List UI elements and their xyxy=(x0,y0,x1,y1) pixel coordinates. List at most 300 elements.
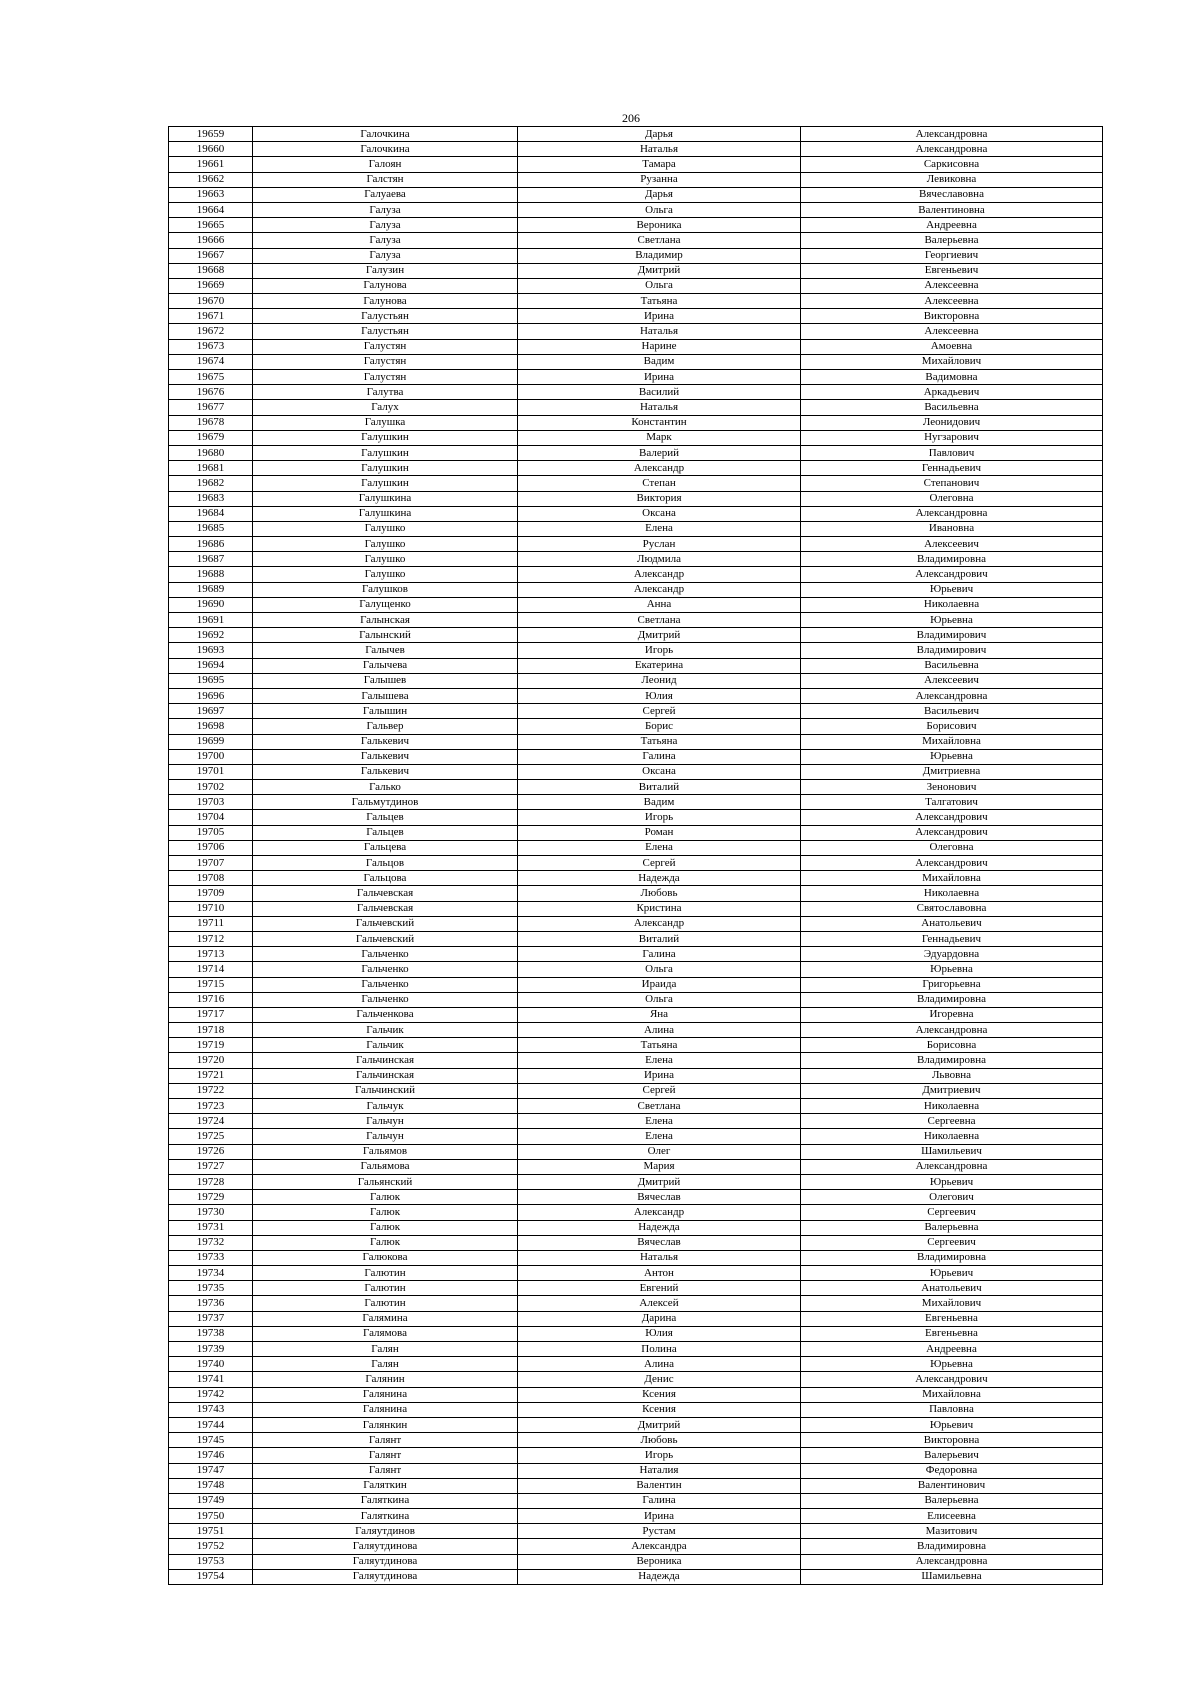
row-number-cell: 19694 xyxy=(169,658,253,673)
patronymic-cell: Степанович xyxy=(801,476,1103,491)
table-row xyxy=(169,1190,1103,1205)
row-number-cell: 19705 xyxy=(169,825,253,840)
row-number-cell: 19682 xyxy=(169,476,253,491)
patronymic-cell: Владимировна xyxy=(801,1539,1103,1554)
first-name-cell: Ирина xyxy=(518,1509,801,1524)
row-number-cell: 19745 xyxy=(169,1433,253,1448)
last-name-cell: Гальвер xyxy=(253,719,518,734)
first-name-cell: Антон xyxy=(518,1266,801,1281)
table-row xyxy=(169,1433,1103,1448)
last-name-cell: Гальчевская xyxy=(253,886,518,901)
table-row xyxy=(169,552,1103,567)
page-number: 206 xyxy=(622,111,640,125)
first-name-cell: Вячеслав xyxy=(518,1190,801,1205)
row-number-cell: 19741 xyxy=(169,1372,253,1387)
last-name-cell: Галушко xyxy=(253,552,518,567)
last-name-cell: Гальчевская xyxy=(253,901,518,916)
last-name-cell: Галустян xyxy=(253,370,518,385)
row-number-cell: 19680 xyxy=(169,445,253,460)
last-name-cell: Галустян xyxy=(253,339,518,354)
patronymic-cell: Елисеевна xyxy=(801,1509,1103,1524)
table-row xyxy=(169,278,1103,293)
row-number-cell: 19671 xyxy=(169,309,253,324)
table-row xyxy=(169,628,1103,643)
row-number-cell: 19734 xyxy=(169,1266,253,1281)
last-name-cell: Галунова xyxy=(253,278,518,293)
table-row xyxy=(169,127,1103,142)
patronymic-cell: Дмитриевна xyxy=(801,764,1103,779)
row-number-cell: 19718 xyxy=(169,1023,253,1038)
first-name-cell: Елена xyxy=(518,840,801,855)
first-name-cell: Александр xyxy=(518,916,801,931)
patronymic-cell: Вадимовна xyxy=(801,370,1103,385)
last-name-cell: Галянина xyxy=(253,1402,518,1417)
table-row xyxy=(169,825,1103,840)
row-number-cell: 19712 xyxy=(169,931,253,946)
table-row xyxy=(169,947,1103,962)
first-name-cell: Алексей xyxy=(518,1296,801,1311)
patronymic-cell: Зенонович xyxy=(801,780,1103,795)
first-name-cell: Татьяна xyxy=(518,294,801,309)
patronymic-cell: Валерьевич xyxy=(801,1448,1103,1463)
last-name-cell: Гальченко xyxy=(253,977,518,992)
first-name-cell: Анна xyxy=(518,597,801,612)
first-name-cell: Галина xyxy=(518,749,801,764)
patronymic-cell: Леонидович xyxy=(801,415,1103,430)
patronymic-cell: Юрьевна xyxy=(801,749,1103,764)
table-row xyxy=(169,263,1103,278)
first-name-cell: Ираида xyxy=(518,977,801,992)
last-name-cell: Галянт xyxy=(253,1463,518,1478)
row-number-cell: 19697 xyxy=(169,704,253,719)
table-row xyxy=(169,1554,1103,1569)
last-name-cell: Галушков xyxy=(253,582,518,597)
row-number-cell: 19742 xyxy=(169,1387,253,1402)
patronymic-cell: Михайловна xyxy=(801,734,1103,749)
last-name-cell: Галоян xyxy=(253,157,518,172)
patronymic-cell: Талгатович xyxy=(801,795,1103,810)
row-number-cell: 19728 xyxy=(169,1174,253,1189)
last-name-cell: Гальченкова xyxy=(253,1007,518,1022)
row-number-cell: 19747 xyxy=(169,1463,253,1478)
table-row xyxy=(169,415,1103,430)
last-name-cell: Галько xyxy=(253,780,518,795)
last-name-cell: Галушкина xyxy=(253,506,518,521)
first-name-cell: Ирина xyxy=(518,309,801,324)
last-name-cell: Галютин xyxy=(253,1281,518,1296)
last-name-cell: Гальчик xyxy=(253,1023,518,1038)
row-number-cell: 19691 xyxy=(169,613,253,628)
patronymic-cell: Александрович xyxy=(801,567,1103,582)
first-name-cell: Галина xyxy=(518,947,801,962)
last-name-cell: Гальченко xyxy=(253,947,518,962)
table-row xyxy=(169,1478,1103,1493)
patronymic-cell: Павлович xyxy=(801,445,1103,460)
patronymic-cell: Александровна xyxy=(801,142,1103,157)
patronymic-cell: Владимирович xyxy=(801,628,1103,643)
patronymic-cell: Николаевна xyxy=(801,1129,1103,1144)
first-name-cell: Наталья xyxy=(518,324,801,339)
last-name-cell: Галущенко xyxy=(253,597,518,612)
row-number-cell: 19737 xyxy=(169,1311,253,1326)
last-name-cell: Галяутдинова xyxy=(253,1554,518,1569)
table-row xyxy=(169,157,1103,172)
last-name-cell: Гальямова xyxy=(253,1159,518,1174)
first-name-cell: Алина xyxy=(518,1023,801,1038)
first-name-cell: Валерий xyxy=(518,445,801,460)
row-number-cell: 19686 xyxy=(169,537,253,552)
table-row xyxy=(169,1068,1103,1083)
row-number-cell: 19660 xyxy=(169,142,253,157)
last-name-cell: Гальмутдинов xyxy=(253,795,518,810)
row-number-cell: 19754 xyxy=(169,1569,253,1584)
first-name-cell: Елена xyxy=(518,1129,801,1144)
table-row xyxy=(169,1038,1103,1053)
row-number-cell: 19749 xyxy=(169,1493,253,1508)
patronymic-cell: Валентиновна xyxy=(801,202,1103,217)
first-name-cell: Дмитрий xyxy=(518,263,801,278)
first-name-cell: Полина xyxy=(518,1342,801,1357)
table-row xyxy=(169,1509,1103,1524)
table-row xyxy=(169,1569,1103,1584)
last-name-cell: Галькевич xyxy=(253,734,518,749)
table-row xyxy=(169,582,1103,597)
row-number-cell: 19670 xyxy=(169,294,253,309)
patronymic-cell: Григорьевна xyxy=(801,977,1103,992)
row-number-cell: 19735 xyxy=(169,1281,253,1296)
first-name-cell: Борис xyxy=(518,719,801,734)
patronymic-cell: Владимировна xyxy=(801,552,1103,567)
last-name-cell: Гальченко xyxy=(253,992,518,1007)
patronymic-cell: Юрьевна xyxy=(801,1357,1103,1372)
first-name-cell: Татьяна xyxy=(518,1038,801,1053)
table-row xyxy=(169,764,1103,779)
table-row xyxy=(169,521,1103,536)
patronymic-cell: Владимировна xyxy=(801,992,1103,1007)
last-name-cell: Галюк xyxy=(253,1205,518,1220)
table-row xyxy=(169,613,1103,628)
table-row xyxy=(169,992,1103,1007)
first-name-cell: Евгений xyxy=(518,1281,801,1296)
table-row xyxy=(169,1493,1103,1508)
row-number-cell: 19707 xyxy=(169,856,253,871)
table-row xyxy=(169,294,1103,309)
first-name-cell: Наталья xyxy=(518,1250,801,1265)
table-row xyxy=(169,931,1103,946)
last-name-cell: Галютин xyxy=(253,1296,518,1311)
table-row xyxy=(169,1114,1103,1129)
last-name-cell: Галушкин xyxy=(253,461,518,476)
first-name-cell: Дмитрий xyxy=(518,628,801,643)
last-name-cell: Галютин xyxy=(253,1266,518,1281)
patronymic-cell: Алексеевич xyxy=(801,673,1103,688)
last-name-cell: Галуза xyxy=(253,248,518,263)
row-number-cell: 19744 xyxy=(169,1417,253,1432)
patronymic-cell: Николаевна xyxy=(801,1099,1103,1114)
last-name-cell: Гальцев xyxy=(253,825,518,840)
first-name-cell: Наталья xyxy=(518,142,801,157)
table-row xyxy=(169,233,1103,248)
row-number-cell: 19704 xyxy=(169,810,253,825)
last-name-cell: Галуза xyxy=(253,202,518,217)
row-number-cell: 19683 xyxy=(169,491,253,506)
last-name-cell: Галямова xyxy=(253,1326,518,1341)
row-number-cell: 19730 xyxy=(169,1205,253,1220)
patronymic-cell: Николаевна xyxy=(801,597,1103,612)
patronymic-cell: Юрьевич xyxy=(801,1174,1103,1189)
first-name-cell: Ирина xyxy=(518,370,801,385)
table-row xyxy=(169,187,1103,202)
table-row xyxy=(169,886,1103,901)
first-name-cell: Роман xyxy=(518,825,801,840)
first-name-cell: Наталья xyxy=(518,400,801,415)
row-number-cell: 19723 xyxy=(169,1099,253,1114)
row-number-cell: 19721 xyxy=(169,1068,253,1083)
last-name-cell: Галочкина xyxy=(253,142,518,157)
table-row xyxy=(169,400,1103,415)
first-name-cell: Дарина xyxy=(518,1311,801,1326)
last-name-cell: Галянкин xyxy=(253,1417,518,1432)
last-name-cell: Галынский xyxy=(253,628,518,643)
last-name-cell: Гальчевский xyxy=(253,931,518,946)
last-name-cell: Галышева xyxy=(253,688,518,703)
first-name-cell: Игорь xyxy=(518,1448,801,1463)
last-name-cell: Галянт xyxy=(253,1433,518,1448)
table-row xyxy=(169,1342,1103,1357)
row-number-cell: 19687 xyxy=(169,552,253,567)
patronymic-cell: Анатольевич xyxy=(801,916,1103,931)
row-number-cell: 19698 xyxy=(169,719,253,734)
patronymic-cell: Шамильевна xyxy=(801,1569,1103,1584)
patronymic-cell: Евгеньевич xyxy=(801,263,1103,278)
last-name-cell: Галюк xyxy=(253,1190,518,1205)
last-name-cell: Галушко xyxy=(253,567,518,582)
last-name-cell: Галышев xyxy=(253,673,518,688)
table-row xyxy=(169,977,1103,992)
table-row xyxy=(169,810,1103,825)
first-name-cell: Елена xyxy=(518,1114,801,1129)
first-name-cell: Дарья xyxy=(518,127,801,142)
table-row xyxy=(169,1311,1103,1326)
patronymic-cell: Андреевна xyxy=(801,1342,1103,1357)
patronymic-cell: Валерьевна xyxy=(801,233,1103,248)
last-name-cell: Галянт xyxy=(253,1448,518,1463)
last-name-cell: Галюк xyxy=(253,1235,518,1250)
patronymic-cell: Михайловна xyxy=(801,1387,1103,1402)
table-row xyxy=(169,1053,1103,1068)
row-number-cell: 19733 xyxy=(169,1250,253,1265)
last-name-cell: Гальчик xyxy=(253,1038,518,1053)
patronymic-cell: Игоревна xyxy=(801,1007,1103,1022)
last-name-cell: Гальчинская xyxy=(253,1053,518,1068)
patronymic-cell: Федоровна xyxy=(801,1463,1103,1478)
table-row xyxy=(169,916,1103,931)
table-row xyxy=(169,309,1103,324)
last-name-cell: Галутва xyxy=(253,385,518,400)
patronymic-cell: Васильевна xyxy=(801,400,1103,415)
row-number-cell: 19676 xyxy=(169,385,253,400)
table-row xyxy=(169,476,1103,491)
table-row xyxy=(169,962,1103,977)
last-name-cell: Галычев xyxy=(253,643,518,658)
patronymic-cell: Сергеевич xyxy=(801,1205,1103,1220)
last-name-cell: Галюкова xyxy=(253,1250,518,1265)
patronymic-cell: Александрович xyxy=(801,856,1103,871)
patronymic-cell: Мазитович xyxy=(801,1524,1103,1539)
row-number-cell: 19672 xyxy=(169,324,253,339)
first-name-cell: Денис xyxy=(518,1372,801,1387)
first-name-cell: Екатерина xyxy=(518,658,801,673)
row-number-cell: 19662 xyxy=(169,172,253,187)
last-name-cell: Галушкин xyxy=(253,476,518,491)
row-number-cell: 19661 xyxy=(169,157,253,172)
patronymic-cell: Михайлович xyxy=(801,1296,1103,1311)
table-row xyxy=(169,1023,1103,1038)
first-name-cell: Ксения xyxy=(518,1402,801,1417)
patronymic-cell: Юрьевна xyxy=(801,613,1103,628)
first-name-cell: Надежда xyxy=(518,871,801,886)
first-name-cell: Алина xyxy=(518,1357,801,1372)
row-number-cell: 19675 xyxy=(169,370,253,385)
table-row xyxy=(169,658,1103,673)
last-name-cell: Гальченко xyxy=(253,962,518,977)
last-name-cell: Галяутдинов xyxy=(253,1524,518,1539)
last-name-cell: Галустьян xyxy=(253,309,518,324)
last-name-cell: Галушкина xyxy=(253,491,518,506)
first-name-cell: Александр xyxy=(518,567,801,582)
patronymic-cell: Владимировна xyxy=(801,1053,1103,1068)
row-number-cell: 19739 xyxy=(169,1342,253,1357)
last-name-cell: Галянина xyxy=(253,1387,518,1402)
first-name-cell: Игорь xyxy=(518,643,801,658)
patronymic-cell: Александрович xyxy=(801,1372,1103,1387)
first-name-cell: Елена xyxy=(518,521,801,536)
patronymic-cell: Олегович xyxy=(801,1190,1103,1205)
first-name-cell: Степан xyxy=(518,476,801,491)
registry-body xyxy=(169,127,1103,1585)
row-number-cell: 19710 xyxy=(169,901,253,916)
first-name-cell: Дарья xyxy=(518,187,801,202)
last-name-cell: Галюк xyxy=(253,1220,518,1235)
last-name-cell: Галузин xyxy=(253,263,518,278)
first-name-cell: Ольга xyxy=(518,962,801,977)
first-name-cell: Сергей xyxy=(518,1083,801,1098)
table-row xyxy=(169,354,1103,369)
row-number-cell: 19729 xyxy=(169,1190,253,1205)
table-row xyxy=(169,1266,1103,1281)
first-name-cell: Виталий xyxy=(518,931,801,946)
last-name-cell: Галустьян xyxy=(253,324,518,339)
last-name-cell: Гальчинская xyxy=(253,1068,518,1083)
last-name-cell: Галяутдинова xyxy=(253,1539,518,1554)
row-number-cell: 19753 xyxy=(169,1554,253,1569)
first-name-cell: Галина xyxy=(518,1493,801,1508)
table-row xyxy=(169,1205,1103,1220)
first-name-cell: Людмила xyxy=(518,552,801,567)
first-name-cell: Юлия xyxy=(518,688,801,703)
row-number-cell: 19727 xyxy=(169,1159,253,1174)
row-number-cell: 19688 xyxy=(169,567,253,582)
patronymic-cell: Олеговна xyxy=(801,491,1103,506)
table-row xyxy=(169,704,1103,719)
table-row xyxy=(169,901,1103,916)
first-name-cell: Надежда xyxy=(518,1569,801,1584)
table-row xyxy=(169,370,1103,385)
last-name-cell: Галькевич xyxy=(253,764,518,779)
table-row xyxy=(169,1281,1103,1296)
last-name-cell: Гальянский xyxy=(253,1174,518,1189)
first-name-cell: Вероника xyxy=(518,1554,801,1569)
row-number-cell: 19709 xyxy=(169,886,253,901)
patronymic-cell: Анатольевич xyxy=(801,1281,1103,1296)
row-number-cell: 19674 xyxy=(169,354,253,369)
first-name-cell: Елена xyxy=(518,1053,801,1068)
last-name-cell: Галяткин xyxy=(253,1478,518,1493)
table-row xyxy=(169,1372,1103,1387)
patronymic-cell: Борисович xyxy=(801,719,1103,734)
patronymic-cell: Андреевна xyxy=(801,218,1103,233)
last-name-cell: Гальчинский xyxy=(253,1083,518,1098)
table-row xyxy=(169,719,1103,734)
patronymic-cell: Валерьевна xyxy=(801,1220,1103,1235)
last-name-cell: Галушкин xyxy=(253,445,518,460)
patronymic-cell: Дмитриевич xyxy=(801,1083,1103,1098)
table-row xyxy=(169,1174,1103,1189)
first-name-cell: Ирина xyxy=(518,1068,801,1083)
table-row xyxy=(169,537,1103,552)
first-name-cell: Тамара xyxy=(518,157,801,172)
row-number-cell: 19701 xyxy=(169,764,253,779)
row-number-cell: 19726 xyxy=(169,1144,253,1159)
patronymic-cell: Сергеевна xyxy=(801,1114,1103,1129)
patronymic-cell: Васильевна xyxy=(801,658,1103,673)
first-name-cell: Марк xyxy=(518,430,801,445)
table-row xyxy=(169,1250,1103,1265)
row-number-cell: 19666 xyxy=(169,233,253,248)
row-number-cell: 19690 xyxy=(169,597,253,612)
table-row xyxy=(169,506,1103,521)
patronymic-cell: Александрович xyxy=(801,810,1103,825)
last-name-cell: Галушко xyxy=(253,521,518,536)
last-name-cell: Галяутдинова xyxy=(253,1569,518,1584)
table-row xyxy=(169,1129,1103,1144)
first-name-cell: Светлана xyxy=(518,613,801,628)
table-row xyxy=(169,142,1103,157)
row-number-cell: 19659 xyxy=(169,127,253,142)
row-number-cell: 19732 xyxy=(169,1235,253,1250)
patronymic-cell: Нугзарович xyxy=(801,430,1103,445)
row-number-cell: 19714 xyxy=(169,962,253,977)
row-number-cell: 19700 xyxy=(169,749,253,764)
patronymic-cell: Викторовна xyxy=(801,309,1103,324)
row-number-cell: 19748 xyxy=(169,1478,253,1493)
table-row xyxy=(169,840,1103,855)
row-number-cell: 19673 xyxy=(169,339,253,354)
last-name-cell: Галышин xyxy=(253,704,518,719)
last-name-cell: Галуаева xyxy=(253,187,518,202)
last-name-cell: Галян xyxy=(253,1342,518,1357)
first-name-cell: Кристина xyxy=(518,901,801,916)
row-number-cell: 19699 xyxy=(169,734,253,749)
row-number-cell: 19716 xyxy=(169,992,253,1007)
first-name-cell: Мария xyxy=(518,1159,801,1174)
table-row xyxy=(169,1099,1103,1114)
row-number-cell: 19685 xyxy=(169,521,253,536)
patronymic-cell: Алексеевна xyxy=(801,294,1103,309)
row-number-cell: 19752 xyxy=(169,1539,253,1554)
last-name-cell: Гальчевский xyxy=(253,916,518,931)
first-name-cell: Валентин xyxy=(518,1478,801,1493)
